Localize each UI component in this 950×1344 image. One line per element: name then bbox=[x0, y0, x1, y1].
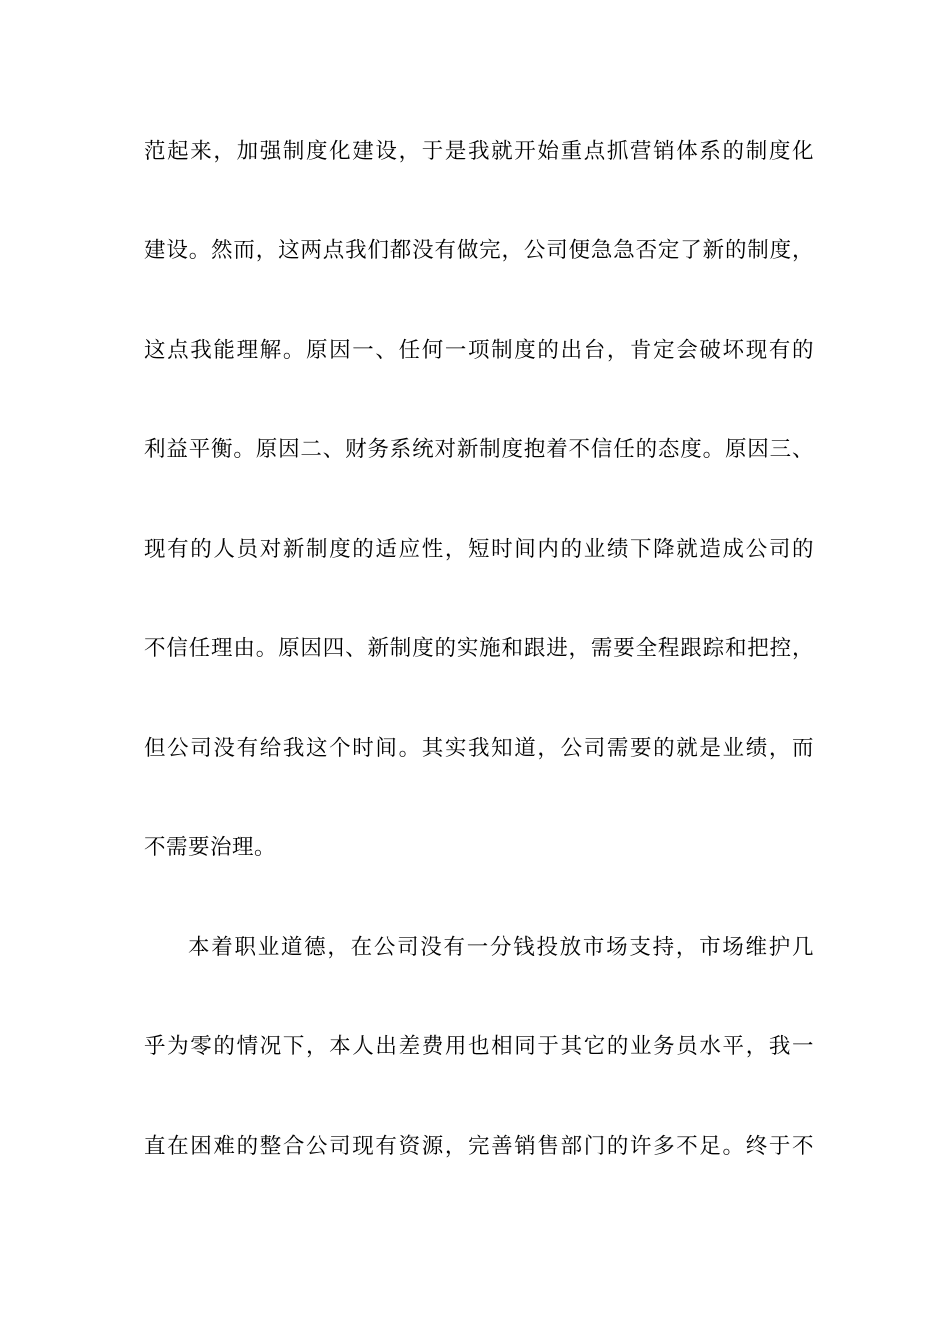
text-line: 乎为零的情况下，本人出差费用也相同于其它的业务员水平，我一 bbox=[144, 1034, 814, 1059]
text-line: 直在困难的整合公司现有资源，完善销售部门的许多不足。终于不 bbox=[144, 1134, 814, 1159]
text-line: 利益平衡。原因二、财务系统对新制度抱着不信任的态度。原因三、 bbox=[144, 437, 814, 462]
paragraph-first-line: 本着职业道德，在公司没有一分钱投放市场支持，市场维护几 bbox=[188, 935, 814, 960]
text-line: 不信任理由。原因四、新制度的实施和跟进，需要全程跟踪和把控， bbox=[144, 636, 814, 661]
text-line: 这点我能理解。原因一、任何一项制度的出台，肯定会破坏现有的 bbox=[144, 338, 814, 363]
text-line: 建设。然而，这两点我们都没有做完，公司便急急否定了新的制度， bbox=[144, 238, 814, 263]
text-line: 现有的人员对新制度的适应性，短时间内的业绩下降就造成公司的 bbox=[144, 537, 814, 562]
text-line: 不需要治理。 bbox=[144, 835, 277, 860]
text-line: 范起来，加强制度化建设，于是我就开始重点抓营销体系的制度化 bbox=[144, 139, 814, 164]
text-line: 但公司没有给我这个时间。其实我知道，公司需要的就是业绩，而 bbox=[144, 736, 814, 761]
